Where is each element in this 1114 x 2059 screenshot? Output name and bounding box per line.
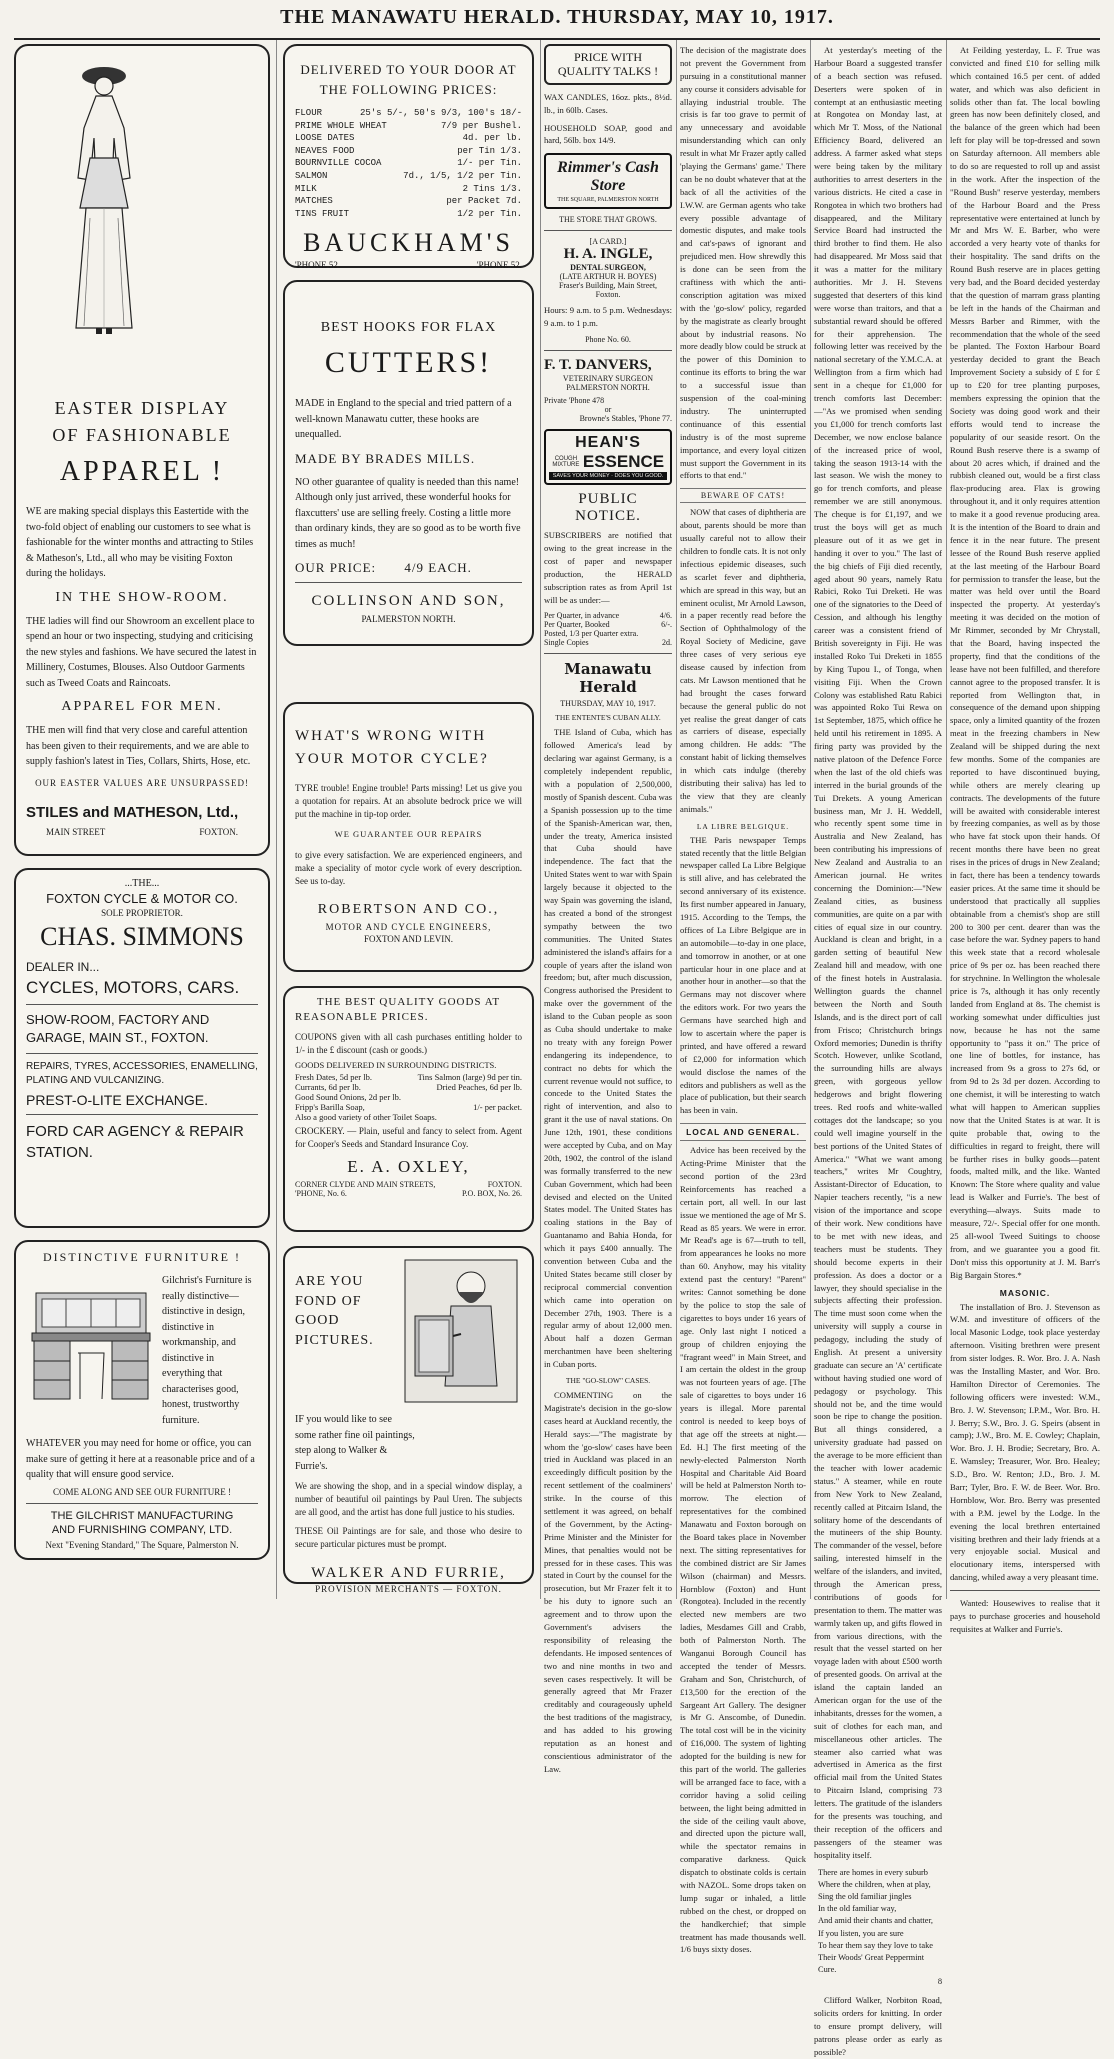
public-notice-heading: PUBLIC NOTICE. (575, 491, 641, 525)
simmons-goods: CYCLES, MOTORS, CARS. (26, 978, 240, 997)
column-5 (814, 44, 942, 2058)
clifford-walker-notice: Clifford Walker, Norbiton Road, solicits orders for knitting. In order to ensure prompt delivery, will patrons please order as early as possible? (814, 1995, 942, 2058)
rate-row: Per Quarter, Booked 6/-. (544, 620, 672, 630)
oxley-item-row: Fresh Dates, 5d per lb. Tins Salmon (large) 9d per tin. (295, 1072, 522, 1083)
cuba-heading: THE ENTENTE'S CUBAN ALLY. (555, 713, 661, 723)
robertson-motorcycle-ad (283, 702, 534, 972)
walker-line-2: PROVISION MERCHANTS — FOXTON. (315, 1584, 502, 1595)
poem-line: In the old familiar way, (818, 1904, 897, 1914)
stiles-matheson-firm: STILES and MATHESON, Ltd., (26, 803, 239, 821)
poem-line: And amid their chants and chatter, (818, 1916, 934, 1926)
poem-line: Their Woods' Great Peppermint (818, 1952, 925, 1962)
showroom-text: THE ladies will find our Showroom an excellent place to spend an hour or two inspecting, studying and criticising the new styles and fashions. We have secured the latest in Millinery, Costumes, Blouses. Also Outdoor Garments such as Tweed Coats and Raincoats. (26, 615, 257, 689)
oxley-item-row: Fripp's Barilla Soap, 1/- per packet. (295, 1102, 522, 1113)
masthead: THE MANAWATU HERALD. THURSDAY, MAY 10, 1917. (280, 6, 834, 28)
gilchrist-heading: DISTINCTIVE FURNITURE ! (43, 1250, 241, 1264)
ingle-address-1: Fraser's Building, Main Street, (558, 281, 658, 291)
walker-text-1: IF you would like to see some rather fine oil paintings, step along to Walker & Furrie's. (295, 1414, 415, 1472)
painter-portrait-illustration (401, 1256, 521, 1406)
masonic-heading: MASONIC. (999, 1287, 1051, 1298)
easter-intro: WE are making special displays this Eastertide with the two-fold object of enabling our customers to see what is fashionable for the winter months and attracting to Stiles & Matheson's, Ltd., all who may be visiting Foxton during the holidays. (26, 506, 254, 579)
danvers-name: F. T. DANVERS, (544, 357, 652, 374)
collinson-heading-1: BEST HOOKS FOR FLAX (320, 320, 497, 335)
walker-heading: ARE YOU FOND OF GOOD PICTURES. (295, 1274, 374, 1348)
simmons-showroom: SHOW-ROOM, FACTORY AND GARAGE, MAIN ST., FOXTON. (26, 1012, 210, 1046)
collinson-address: PALMERSTON NORTH. (361, 614, 456, 624)
ingle-address-2: Foxton. (595, 290, 621, 300)
oxley-goods-ad (283, 986, 534, 1232)
robertson-line-3: FOXTON AND LEVIN. (363, 934, 454, 945)
oxley-heading-1: THE BEST QUALITY GOODS AT (316, 996, 501, 1008)
gilchrist-firm-2: AND FURNISHING COMPANY, LTD. (51, 1523, 233, 1536)
simmons-name: CHAS. SIMMONS (40, 922, 244, 951)
price-row: BOURNVILLE COCOA 1/- per Tin. (295, 158, 522, 169)
oxley-toilet: Also a good variety of other Toilet Soaps. (295, 1112, 437, 1123)
robertson-text-1: TYRE trouble! Engine trouble! Parts missing! Let us give you a quotation for repairs. At an absolute bedrock price we will put the machine in tip-top order. (295, 783, 522, 820)
divider (26, 1503, 258, 1504)
peppermint-poem (814, 1867, 942, 1989)
public-notice-text: SUBSCRIBERS are notified that owing to the great increase in the cost of paper and newspaper production, the HERALD subscription rates as from April 1st will be as under:— (544, 530, 672, 605)
gilchrist-body (26, 1273, 258, 1428)
column-1 (14, 44, 270, 1604)
rolltop-desk-illustration (26, 1273, 156, 1403)
easter-apparel-ad (14, 44, 270, 856)
column-divider (276, 40, 277, 1599)
simmons-ford: FORD CAR AGENCY & REPAIR STATION. (26, 1123, 244, 1162)
bauckham-price-list (295, 107, 522, 220)
rate-row: Posted, 1/3 per Quarter extra. (544, 629, 639, 639)
oxley-phone: 'PHONE, No. 6. (295, 1189, 347, 1199)
robertson-text-2: to give every satisfaction. We are experienced engineers, and make a speciality of motor cycle work of every description. See us to-day. (295, 850, 522, 887)
oxley-contact (295, 1189, 522, 1198)
divider (950, 1590, 1100, 1591)
danvers-phone-1: Private 'Phone 478 (544, 396, 605, 406)
gilchrist-address: Next "Evening Standard," The Square, Palmerston N. (45, 1539, 239, 1550)
collinson-price: 4/9 EACH. (404, 560, 472, 575)
easter-values: OUR EASTER VALUES ARE UNSURPASSED! (35, 777, 249, 788)
heans-essence: ESSENCE (582, 452, 665, 472)
rimmer-logo (544, 153, 672, 209)
oxley-item-row: Currants, 6d per lb. Dried Peaches, 6d per lb. (295, 1082, 522, 1093)
cats-article: NOW that cases of diphtheria are about, parents should be more than usually careful not to allow their children to fondle cats. It is not only infectious epidemic diseases, such as scarlet fever and diphtheria, which are spread in this way, but an eminent oculist, Mr Arnold Lawson, in a paper recently read before the Section of Ophthalmology of the Royal Society of Medicine, gave three cases of very serious eye disease caused by infection from cats. Mr Lawson mentioned that he had brought the cases forward because the general public do not yet realise the great danger of cats as carriers of disease, especially among children. He adds: "The constant habit of licking themselves in which cats indulge (thereby distributing their saliva) has led to the view that they are cleanly animals." (680, 507, 806, 814)
heans-tagline: SAVES YOUR MONEY · DOES YOU GOOD. (549, 472, 667, 480)
price-row: MATCHES per Packet 7d. (295, 196, 522, 207)
column-divider (676, 40, 677, 1599)
price-row: TINS FRUIT 1/2 per Tin. (295, 208, 522, 219)
column-6 (950, 44, 1100, 1634)
showroom-heading: IN THE SHOW-ROOM. (55, 589, 229, 605)
danvers-title: VETERINARY SURGEON (562, 374, 654, 384)
column-2 (283, 44, 534, 1604)
robertson-heading-1: WHAT'S WRONG WITH (295, 728, 487, 744)
simmons-company: FOXTON CYCLE & MOTOR CO. (46, 891, 238, 906)
easter-heading-1: EASTER DISPLAY (54, 398, 230, 418)
divider (26, 1114, 258, 1115)
men-heading: APPAREL FOR MEN. (61, 699, 223, 714)
price-row: NEAVES FOOD per Tin 1/3. (295, 145, 522, 156)
simmons-prestolite: PREST-O-LITE EXCHANGE. (26, 1092, 209, 1109)
heans-cough: COUGH MIXTURE (552, 455, 580, 469)
oxley-address (295, 1180, 522, 1189)
stiles-address (26, 827, 258, 837)
price-row: SALMON 7d., 1/5, 1/2 per Tin. (295, 170, 522, 181)
cats-heading: BEWARE OF CATS! (680, 488, 806, 503)
rimmer-logo-text: Rimmer's Cash Store (557, 159, 659, 195)
bauckham-phone-left: 'PHONE 52. (295, 260, 341, 271)
danvers-phone-2: Browne's Stables, 'Phone 77. (579, 414, 672, 424)
robertson-guarantee: WE GUARANTEE OUR REPAIRS (334, 829, 483, 840)
local-general-article: Advice has been received by the Acting-Prime Minister that the second portion of the 23rd Reinforcements has reached a certain port, all well. In our last issue we mentioned the age of Mr S. Read as 85 years. We were in error. Mr Read's age is 67—truth to tell, from appearances he looks no more than 60. Anyhow, may his vitality extend past the century! "Parent" writes: Cannot something be done by the police to stop the sale of cigarettes to boys under 16 years of age. Only last night I noticed a group of children enjoying the "fragrant weed" in Main Street, and I am certain the oldest in the group was not fourteen years of age. [The sale of cigarettes to boys under 16 years is illegal. More parental control is needed to keep boys of that age off the streets at night.—Ed. H.] The first meeting of the newly-elected Palmerston North Hospital and Charitable Aid Board will be held at Palmerston North to-morrow. The election of representatives for the combined Manawatu and Foxton borough on the Board takes place in November next. The sitting representatives for the combined district are Sir James Wilson (chairman) and Messrs. Hornblow (Foxton) and Hunt (Rongotea). Included in the recently elected new members are two ladies, Mesdames Gill and Crabb, both of Palmerston North. The Wanganui Borough Council has accepted the tender of Messrs. Graham and Son, Christchurch, of £13,500 for the erection of the Sargeant Art Gallery. The designer is Mr G. Anscombe, of Dunedin. The total cost will be in the vicinity of £16,000. The system of lighting adopted for the building is new for this part of the world. The galleries will be arranged face to face, with a corridor having a solid ceiling between, the light being admitted in the side of the ceiling vault above, and directed upon the picture wall, while the spectator remains in comparative darkness. Quick dispatch to obstinate colds is certain with NAZOL. Some drops taken on lump sugar or inhaled, a little rubbed on the chest, or dropped on the handkerchief; that simple treatment has made thousands well. 1/6 buys sixty doses. (680, 1145, 806, 1955)
price-quality-heading: PRICE WITH QUALITY TALKS ! (557, 50, 659, 79)
easter-heading-3: APPAREL ! (59, 456, 225, 487)
heans-row (549, 452, 667, 472)
local-general-heading: LOCAL AND GENERAL. (680, 1123, 806, 1141)
bauckham-phone-right: 'PHONE 52. (476, 260, 522, 271)
gilchrist-firm-1: THE GILCHRIST MANUFACTURING (50, 1509, 234, 1522)
oxley-delivered: GOODS DELIVERED IN SURROUNDING DISTRICTS. (295, 1060, 497, 1071)
oxley-coupons: COUPONS given with all cash purchases entitling holder to 1/- in the £ discount (cash or goods.) (295, 1032, 522, 1056)
goslow-heading: THE "GO-SLOW" CASES. (565, 1376, 651, 1385)
collinson-firm: COLLINSON AND SON, (311, 593, 506, 609)
poem-number: 8 (937, 1977, 942, 1987)
goslow-continued: The decision of the magistrate does not prevent the Government from pursuing in a constitutional manner any course it considers advisable for allaying industrial trouble. The crisis is far too grave to permit of any unnecessary and avoidable misunderstanding which can only result in what Mr Frazer aptly called 'playing the Germans' game.' There can be no doubt whatever that at the back of all the activities of the I.W.W. are German agents who take every possible advantage of domestic disputes, and make tools and cat's-paws of ignorant and prejudiced men. How shrewdly this is done can be seen from the craftiness with which the anti-conscription agitation was mixed with the 'go-slow' policy, regarded by the magistrate as clearly brought about by industrial reasons. No more deadly blow could be struck at the power of this Dominion to continue its efforts to bring the war to a successful issue than suspension of the coal-mining industry. The uninterrupted continuance of this essential industry is of the most supreme importance, and every loyal citizen must support the Government in its efforts to that end." (680, 45, 806, 481)
wanted-housewives: Wanted: Housewives to realise that it pays to purchase groceries and household requisites at Walker and Furrie's. (950, 1598, 1100, 1634)
oxley-item-row: Good Sound Onions, 2d per lb. (295, 1092, 402, 1103)
rimmer-logo-sub: THE SQUARE, PALMERSTON NORTH (557, 197, 659, 204)
collinson-heading-2: CUTTERS! (324, 346, 493, 379)
rate-row: Per Quarter, in advance 4/6. (544, 611, 672, 621)
paper-nameplate: Manawatu Herald (564, 660, 652, 697)
collinson-price-label: OUR PRICE: (295, 560, 377, 575)
libre-heading: LA LIBRE BELGIQUE. (696, 821, 790, 831)
gilchrist-come: COME ALONG AND SEE OUR FURNITURE ! (52, 1486, 231, 1497)
stiles-address-town: FOXTON. (199, 826, 238, 837)
fashion-figure-illustration (44, 58, 164, 338)
paper-date: THURSDAY, MAY 10, 1917. (560, 699, 656, 709)
divider (26, 1004, 258, 1005)
danvers-address: PALMERSTON NORTH. (566, 383, 650, 393)
robertson-line-2: MOTOR AND CYCLE ENGINEERS, (325, 922, 492, 933)
collinson-made-by: MADE BY BRADES MILLS. (295, 450, 476, 466)
bauckham-heading: DELIVERED TO YOUR DOOR AT THE FOLLOWING PRICES: (300, 62, 517, 97)
robertson-firm: ROBERTSON AND CO., (317, 902, 500, 918)
wax-candles: WAX CANDLES, 16oz. pkts., 8½d. lb., in 60lb. Cases. (544, 91, 672, 115)
rate-row: Single Copies 2d. (544, 638, 672, 648)
poem-line: Cure. (818, 1965, 837, 1975)
subscription-rates (544, 611, 672, 647)
column-divider (540, 40, 541, 1599)
masthead-rule (14, 38, 1100, 40)
oxley-pobox: P.O. BOX, No. 26. (461, 1189, 522, 1199)
danvers-or: or (604, 405, 612, 415)
walker-top (295, 1256, 522, 1406)
gilchrist-text: Gilchrist's Furniture is really distinctive—distinctive in design, distinctive in workmanship, and distinctive in everything that characterises good, honest, trustworthy furniture. (162, 1275, 252, 1426)
divider (295, 582, 522, 583)
divider (544, 653, 672, 654)
collinson-flax-hooks-ad (283, 280, 534, 646)
price-row: PRIME WHOLE WHEAT 7/9 per Bushel. (295, 120, 522, 131)
divider (544, 350, 672, 351)
walker-text-2: We are showing the shop, and in a special window display, a number of beautiful oil paintings by Paul Uren. The subjects are all good, and the artist has done full justice to his studies. (295, 1481, 522, 1518)
rimmer-price-box (544, 44, 672, 85)
oxley-crockery: CROCKERY. — Plain, useful and fancy to select from. Agent for Cooper's Seeds and Standard Insurance Coy. (295, 1126, 522, 1150)
poem-line: Sing the old familiar jingles (818, 1891, 912, 1901)
ingle-title: DENTAL SURGEON, (570, 263, 646, 273)
column6-news: At Feilding yesterday, L. F. True was convicted and fined £10 for selling milk which contained 16.5 per cent. of added water, and which was also deficient in solids other than fat. The local bowling green has now been definitely closed, and the balance of the green which had been left for play will be top-dressed and sown on Saturday afternoon. All members able to do so are requested to roll up and assist in the work. After the inspection of the "Round Bush" reserve yesterday, members of the Harbour Board and the Press representative were entertained at lunch by Mr and Mrs W. E. Barber, who were accorded a very hearty vote of thanks for their hospitality. The sand drifts on the Round Bush reserve are in places getting very bad, and the Board decided yesterday that the question of marram grass planting be left in the hands of the Chairman and Messrs Barber and Rimmer, with the recommendation that the whole of the seed be planted. The Foxton Harbour Board yesterday decided to grant the Beach Improvement Society a subsidy of £ for £ up to £20 for tree planting purposes, members expressing the opinion that the Society was doing good work and their efforts would tend to increase the popularity of our seaside resort. On the Round Bush reserve there is a swamp of about 20 acres which, if drained and the rubbish cleaned out, would be a first class flax-producing area. Flax is growing throughout it, and it only requires attention to make it a good revenue producing area. It is the intention of the Board to drain and fence it in the near future. The present lessee of the Round Bush reserve applied at the last meeting of the Harbour Board for permission to transfer the lease, but the matter was held over until the Board inspected the property. At yesterday's meeting it was decided on the motion of Mr Rimmer, seconded by Mr Chrystall, that the Board, having inspected the property, find that the conditions of the lease have not been fulfilled, and therefore cannot agree to the proposed transfer. It is reported from Wellington that, in consequence of the demand upon shipping space, only a limited quantity of the frozen meat in the freezing chambers in New Zealand will be shipped during the next few months. Some of the companies are reported to have discontinued buying, while others are merely clearing up contracts. The developments of the future will be awaited with considerable interest by freezing companies, as well as by those who have fat stock upon their hands. Of recent months there have been no great rises in the prices of drugs in New Zealand; in fact, there has been a tendency towards easier prices. At the same time it should be understood that practically all supplies obtainable from a chemist's shop are still 200 to 300 per cent. dearer than was the case before the war. Sydney papers to hand this week state that a record wholesale price of 9s per oz. has been reached there for strychnine. In Wellington the wholesale price is 7s, although it has only recently landed from England at 8s. The chemist is working somewhat under difficulties just now, because he has not the same opportunity to "pass it on." The price of one line of bottles, for instance, has increased from 9s a gross to 27s 6d, or from 9d to 2s 3d per dozen. According to one chemist, it will be interesting to watch what will happen to American supplies now that the United States is at war. It is quite probable that, owing to the difficulties in regard to freight, there will be further rises in bulky goods—patent foods, malted milk, and the like. Wanted Known: The Store where quality and value lead is Walker and Furrie's. The best of everything—always. Suits made to measure, 72/-. Special offer for one month. 25 all-wool Tweed Suitings to choose from, and we guarantee you a good fit. Don't miss this opportunity at J. M. Barr's Big Bargain Stores.* (950, 45, 1100, 1280)
collinson-text-1: MADE in England to the special and tried pattern of a well-known Manawatu cutter, these hooks are unequalled. (295, 398, 512, 440)
goslow-article: COMMENTING on the Magistrate's decision in the go-slow cases heard at Auckland recently, the Herald says:—"The magistrate by whom the 'go-slow' cases have been tried in Auckland was placed in an exceedingly difficult position by the recent settlement of the coalminers' strike. In the course of this settlement it was agreed, on behalf of the Government, by the Acting-Prime Minister and the Minister for Mines, that penalties would not be pressed for in these cases. This was stated in Court by the counsel for the prosecution, but Mr Frazer felt it to be his duty to ignore such an agreement and to throw upon the Government's advisers the responsibility of releasing the defendants. He imposed sentences of two and nine months in two and seven cases respectively. It will be generally agreed that Mr Frazer creditably and courageously upheld the best traditions of the magistracy, and has added to his growing reputation as an honest and conscientious administrator of the Law. (544, 1390, 672, 1774)
price-row: FLOUR 25's 5/-, 50's 9/3, 100's 18/- (295, 108, 522, 118)
poem-line: Where the children, when at play, (818, 1879, 931, 1889)
libre-article: THE Paris newspaper Temps stated recently that the little Belgian newspaper called La Libre Belgique is still alive, and has celebrated the second anniversary of its existence. Its first number appeared in January, 1915. According to the Temps, the offices of La Libre Belgique are in an automobile—to-day in one place, and tomorrow in another, or at one particular hour in one place and at another hour in another—so that the Germans may not discover where the editors work. For two years the Germans have searched high and low to ascertain where the paper is printed, and have offered a reward of £2,000 for information which would disclose the names of the editors and publishers as well as the place of publication, but their search has been in vain. (680, 834, 806, 1116)
ingle-phone: Phone No. 60. (585, 335, 631, 345)
bauckham-firm: BAUCKHAM'S (303, 228, 514, 258)
poem-line: If you listen, you are sure (818, 1928, 904, 1938)
heans-essence-logo (544, 429, 672, 485)
column-divider (810, 40, 811, 1599)
heans-name: HEAN'S (575, 434, 641, 452)
column5-news: At yesterday's meeting of the Harbour Board a suggested transfer of a beach section was refused. Deserters were spoken of in contempt at an enthusiastic meeting at Rongotea on Monday last, at which Mr T. Moss, of the National Efficiency Board, delivered an address. A farmer asked what steps were being taken by the military authorities to arrest deserters in the various districts. He cited a case in Rongotea in which two brothers had disappeared, and the Military Service Board had instructed the third brother to find them. He also had disappeared. Mr Moss said that it was a matter for the military authorities. Mr J. H. Stevens suggested that deserters of this kind were worse than traitors, and that a substantial reward should be offered for their apprehension. The following letter was received by the national secretary of the Y.M.C.A. at Wellington from a firm which had sent in a cheque for £1,000 for trench comforts last December:—"As we promised when sending you £1,000 for trench comforts last December, we now enclose balance of the increased price of wool, taking the season 1913-14 with the last season. We wish the money to go for trench comforts, and please remember we are still anonymous. The cheque is for £1,197, and we trust the boys will get as much pleasure out of it as we get in handing it over to you." The last of the big chiefs of Fiji died recently, aged about 90 years, namely Ratu Rabici, Roko Tui Dreketi. He was one of the signatories to the Deed of Cession, and although his lengthy career was a consistent friend of British sovereignty in Fiji. He was installed Roko Tui Dreketi in 1855 by King Tupou I., of Tonga, when visiting Fiji. When the Crown Colony was established Ratu Rabici was appointed Roko Tui Rewa on 1st September, 1875, which office he held until his retirement in 1895. A firing party was provided by the native platoon of the Defence Force when the last of the old chiefs was interred in the burial grounds of the Tui Drekets. A young American business man, Mr J. H. Weddell, who recently spent some time in Australia and New Zealand, has been contributing his impressions of New Zealand and Australia to an American journal. He writes concerning the Dominion:—"New Zealand cities, as business communities, are quite on a par with cities of equal size in our country. Auckland is clean and bright, in a garden setting of beautiful New Zealand hill and meadow, with one of the finest hotels in Australasia. Wellington guards the channel between the North and South Islands, and is the direct port of call from Frisco; Christchurch brings Oxford memories; Dunedin is thrifty Scotch. However, unlike Scotland, the surrounding hills are always green, with gorgeous yellow hedgerows and bright flowering trees. Red roofs and white-walled cottages dot the landscape; so you could well imagine yourself in the best portions of the United States of America." "What we want among teachers," writes Mr Coughtry, Assistant-Director of Education, to Napier teachers recently, "is a new vision of the importance and scope of their work. New conditions have to be met with new ideas, and teachers must be students. They should become experts in their profession. As does a doctor or a lawyer, they should specialise in the subjects affecting their profession. The time must soon come when the university will supply a course in pedagogy, including the study of English. At present a university graduate can secure an 'A' certificate without having studied one word of pedagogy or psychology. This should not be, and the time would soon be ripe to change the position. But all things considered, a university graduate had passed on the average to be more efficient than the teacher with lower academic status." A steamer, while en route from New York to New Zealand, recently called at Pitcairn Island, the solitary home of the descendants of the mutineers of the ship Bounty. The commander of the vessel, before sailing, interested himself in the welfare of the islanders, and invited, through the American press, contributions of goods for presentation to them. The matter was warmly taken up, and gifts flowed in from various directions, with the result that the vessel started on her voyage laden with about £500 worth of presented goods. On arrival at the island the captain landed an American organ for the use of the inhabitants, dresses for the women, a suit of clothes for each man, and miscellaneous other articles. The steamer also carried what was advertised in America as the first official mail from the United States to Pitcairn Island, comprising 73 letters. The gratitude of the islanders for the presents was touching, and their reception of the officers and passengers of the steamer was hospitality itself. (814, 45, 942, 1860)
simmons-dealer: DEALER IN... (26, 960, 100, 974)
simmons-the: ...THE... (124, 878, 160, 889)
bauckham-ad (283, 44, 534, 271)
divider (544, 230, 672, 231)
gilchrist-furniture-ad (14, 1240, 270, 1560)
masonic-article: The installation of Bro. J. Stevenson as W.M. and investiture of officers of the local Masonic Lodge, took place yesterday afternoon. Visiting brethren were present from sister lodges. R. Wor. Bro. J. A. Nash was the Installing Master, and Wor. Bro. Hamilton Director of Ceremonies. The following officers were invested: W.M., Bro. J. W. Stevenson; I.P.M., Wor. Bro. H. J. Berry; S.W., Bro. J. G. Speirs (absent in camp); J.W., Bro. M. E. Cowley; Chaplain, Wor. Bro. J. H. Brodie; Secretary, Bro. A. E. Wamsley; Treasurer, Wor. Bro. Healey; S.D., Bro. W. Renton; J.D., Bro. J. M. Barr; Tyler, Bro. F. W. de Beer. Wor. Bro. Hornblow, Wor. Bro. Berry was presented with a P.M. jewel by the Lodge. In the evening the local brethren entertained visiting brethren and their lady friends at a very enjoyable social. Musical and elocutionary items, interspersed with dancing, whiled away a very pleasant time. (950, 1301, 1100, 1583)
column-divider (946, 40, 947, 1599)
poem-line: To hear them say they love to take (818, 1940, 933, 1950)
easter-heading-2: OF FASHIONABLE (52, 425, 232, 445)
simmons-cycle-ad (14, 868, 270, 1228)
ingle-late: (LATE ARTHUR H. BOYES) (559, 272, 657, 282)
ingle-hours: Hours: 9 a.m. to 5 p.m. Wednesdays: 9 a.m. to 1 p.m. (544, 305, 672, 329)
column-4 (680, 44, 806, 1955)
poem-line: There are homes in every suburb (818, 1867, 928, 1877)
walker-text-3: THESE Oil Paintings are for sale, and those who desire to secure particular pictures must be prompt. (295, 1526, 522, 1550)
column-3 (544, 44, 672, 1774)
simmons-proprietor-label: SOLE PROPRIETOR. (101, 908, 183, 918)
oxley-firm: E. A. OXLEY, (347, 1157, 470, 1177)
oxley-heading-2: REASONABLE PRICES. (295, 1011, 429, 1023)
oxley-item-list (295, 1072, 522, 1112)
collinson-price-line (295, 560, 522, 576)
gilchrist-whatever: WHATEVER you may need for home or office, you can make sure of getting it here at a reasonable price and of a quality that will ensure good service. (26, 1438, 255, 1480)
collinson-text-2: NO other guarantee of quality is needed than this name! Although only just arrived, these wonderful hooks for flaxcutters' use are selling freely. Costing a little more than ordinary kinds, they are so good as to be worth five times as much! (295, 476, 521, 550)
bauckham-phones (295, 260, 522, 270)
oxley-address-town: FOXTON. (487, 1180, 522, 1190)
divider (26, 1053, 258, 1054)
ingle-name: H. A. INGLE, (563, 246, 653, 263)
cuba-article: THE Island of Cuba, which has followed America's lead by declaring war against Germany, is a completely independent republic, with a population of 2,500,000, mostly of Spanish descent. Cuba was a Spanish possession up to the time of the Spanish-American war, then, under the treaty, America insisted that Cuba should have independence. The fact that the United States went to war with Spain largely because it objected to the way Spain was governing the island, has created a bond of the strongest sympathy between the two communities. The United States administered the island's affairs for a couple of years after the island won freedom; but, after much discussion, Congress authorised the President to make over the government of the island to the Cuban people as soon as Cuba should undertake to make no treaty with any foreign Power endangering its independence, to contract no debts for which the current revenue would not suffice, to concede to the United States the right of intervention, and also to grant it the use of naval stations. On June 12th, 1901, these conditions were accepted by Cuba, and on May 20th, 1902, the control of the island was formally transferred to the new Cuban Government, which had been devised and elected on the United States model. The United States has coaling stations in the Bay of Guantanamo and Bahia Honda, for which it pays £400 annually. The convention between Cuba and the United States became still closer by reciprocal commercial convention which came into operation on December 27th, 1903. There is a regular army of about 12,000 men. About half a dozen German merchantmen have been sheltering in Cuban ports. (544, 727, 672, 1370)
oxley-address-street: CORNER CLYDE AND MAIN STREETS, (295, 1180, 436, 1190)
simmons-repairs: REPAIRS, TYRES, ACCESSORIES, ENAMELLING, PLATING AND VULCANIZING. (26, 1061, 258, 1087)
card-label: [A CARD.] (589, 237, 627, 247)
walker-furrie-pictures-ad (283, 1246, 534, 1595)
robertson-heading-2: YOUR MOTOR CYCLE? (295, 751, 489, 767)
stiles-address-street: MAIN STREET (46, 826, 106, 837)
store-grows: THE STORE THAT GROWS. (559, 215, 657, 225)
men-text: THE men will find that very close and careful attention has been given to their requirements, and we are able to supply fashion's latest in Ties, Collars, Shirts, Hose, etc. (26, 725, 251, 767)
price-row: MILK 2 Tins 1/3. (295, 183, 522, 194)
household-soap: HOUSEHOLD SOAP, good and hard, 56lb. box 14/9. (544, 122, 672, 146)
walker-firm: WALKER AND FURRIE, (311, 1565, 506, 1582)
price-row: LOOSE DATES 4d. per lb. (295, 133, 522, 144)
